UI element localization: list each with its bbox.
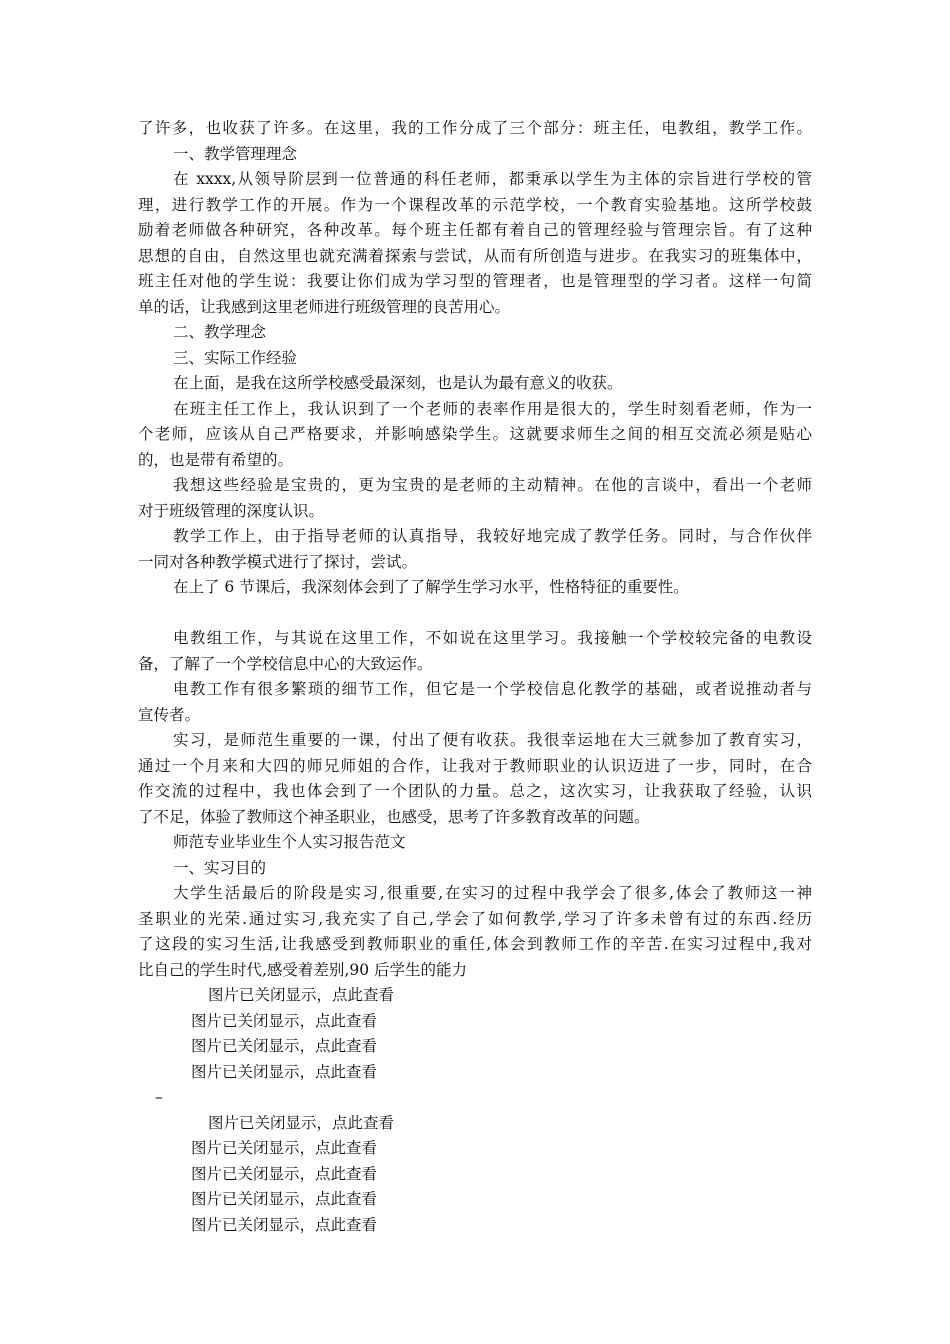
text-line: 备，了解了一个学校信息中心的大致运作。 — [138, 655, 433, 673]
section-heading: 一、实习目的 — [173, 859, 267, 877]
text-line: 通过一个月来和大四的师兄师姐的合作，让我对于教师职业的认识迈进了一步，同时，在合 — [138, 757, 812, 775]
section-heading: 二、教学理念 — [173, 323, 267, 341]
text-line: 班主任对他的学生说：我要让你们成为学习型的管理者，也是管理型的学习者。这样一句简 — [138, 272, 812, 290]
text-line: 了这段的实习生活,让我感受到教师职业的重任,体会到教师工作的辛苦.在实习过程中,我对 — [138, 935, 812, 953]
text-line: 电教组工作，与其说在这里工作，不如说在这里学习。我接触一个学校较完备的电教设 — [173, 629, 812, 647]
text-line: 一同对各种教学模式进行了探讨，尝试。 — [138, 553, 418, 571]
text-line: 比自己的学生时代,感受着差别,90 后学生的能力 — [138, 961, 468, 979]
text-line: 宣传者。 — [138, 706, 201, 724]
text-line: 我想这些经验是宝贵的，更为宝贵的是老师的主动精神。在他的言谈中，看出一个老师 — [173, 476, 812, 494]
image-placeholder-link[interactable]: 图片已关闭显示，点此查看 — [191, 1190, 378, 1208]
text-line: 了许多，也收获了许多。在这里，我的工作分成了三个部分：班主任，电教组，教学工作。 — [138, 119, 812, 137]
image-placeholder-link[interactable]: 图片已关闭显示，点此查看 — [191, 1216, 378, 1234]
image-placeholder-link[interactable]: 图片已关闭显示，点此查看 — [191, 1139, 378, 1157]
dash-mark: – — [155, 1088, 163, 1106]
text-line: 的，也是带有希望的。 — [138, 451, 294, 469]
text-line: 个老师，应该从自己严格要求，并影响感染学生。这就要求师生之间的相互交流必须是贴心 — [138, 425, 812, 443]
section-heading: 三、实际工作经验 — [173, 349, 298, 367]
text-line: 教学工作上，由于指导老师的认真指导，我较好地完成了教学任务。同时，与合作伙伴 — [173, 527, 812, 545]
text-line: 理，进行教学工作的开展。作为一个课程改革的示范学校，一个教育实验基地。这所学校鼓 — [138, 196, 812, 214]
text-line: 实习，是师范生重要的一课，付出了便有收获。我很幸运地在大三就参加了教育实习， — [173, 731, 812, 749]
text-line: 励着老师做各种研究，各种改革。每个班主任都有着自己的管理经验与管理宗旨。有了这种 — [138, 221, 812, 239]
image-placeholder-link[interactable]: 图片已关闭显示，点此查看 — [191, 1165, 378, 1183]
text-line: 思想的自由，自然这里也就充满着探索与尝试，从而有所创造与进步。在我实习的班集体中， — [138, 247, 812, 265]
section-heading: 一、教学管理理念 — [173, 145, 298, 163]
text-line: 在上了 6 节课后，我深刻体会到了了解学生学习水平，性格特征的重要性。 — [173, 578, 689, 596]
text-line: 圣职业的光荣.通过实习,我充实了自己,学会了如何教学,学习了许多未曾有过的东西.经历 — [138, 910, 812, 928]
image-placeholder-link[interactable]: 图片已关闭显示，点此查看 — [191, 1037, 378, 1055]
article-title: 师范专业毕业生个人实习报告范文 — [173, 833, 406, 851]
text-line: 在上面，是我在这所学校感受最深刻，也是认为最有意义的收获。 — [173, 374, 623, 392]
text-line: 作交流的过程中，我也体会到了一个团队的力量。总之，这次实习，让我获取了经验，认识 — [138, 782, 812, 800]
text-line: 对于班级管理的深度认识。 — [138, 502, 325, 520]
text-line: 在 xxxx,从领导阶层到一位普通的科任老师，都秉承以学生为主体的宗旨进行学校的管 — [173, 170, 812, 188]
image-placeholder-link[interactable]: 图片已关闭显示，点此查看 — [191, 1012, 378, 1030]
text-line: 大学生活最后的阶段是实习,很重要,在实习的过程中我学会了很多,体会了教师这一神 — [173, 884, 812, 902]
image-placeholder-link[interactable]: 图片已关闭显示，点此查看 — [208, 1114, 395, 1132]
text-line: 电教工作有很多繁琐的细节工作，但它是一个学校信息化教学的基础，或者说推动者与 — [173, 680, 812, 698]
image-placeholder-link[interactable]: 图片已关闭显示，点此查看 — [191, 1063, 378, 1081]
text-line: 单的话，让我感到这里老师进行班级管理的良苦用心。 — [138, 298, 511, 316]
text-line: 了不足，体验了教师这个神圣职业，也感受，思考了许多教育改革的问题。 — [138, 808, 650, 826]
text-line: 在班主任工作上，我认识到了一个老师的表率作用是很大的，学生时刻看老师，作为一 — [173, 400, 812, 418]
image-placeholder-link[interactable]: 图片已关闭显示，点此查看 — [208, 986, 395, 1004]
